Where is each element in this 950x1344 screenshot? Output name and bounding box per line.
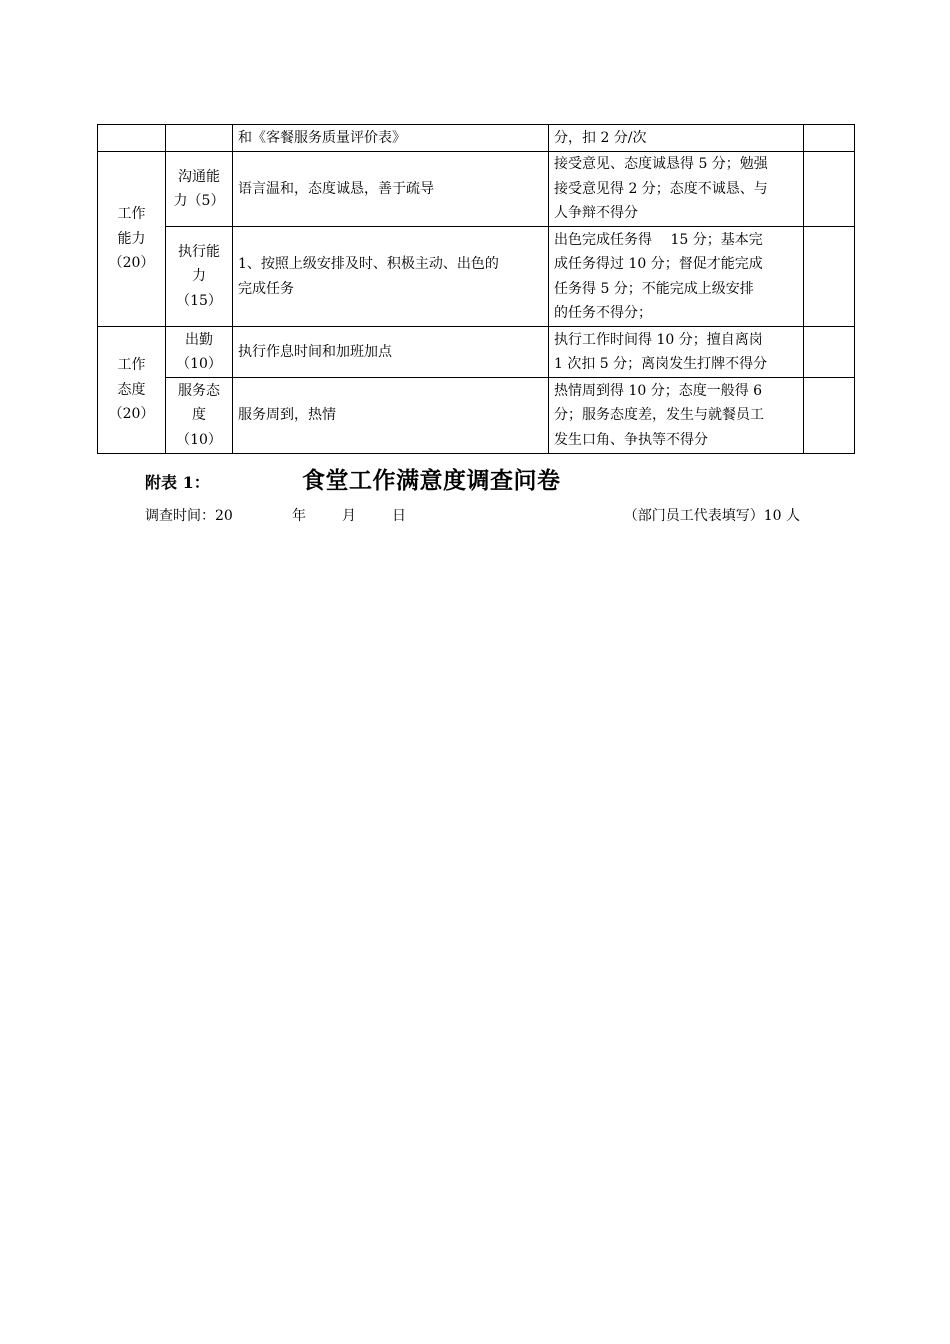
scoring-cell: 出色完成任务得 15 分；基本完 成任务得过 10 分；督促才能完成 任务得 5 分；不能完成上级安排 的任务不得分； xyxy=(549,227,804,327)
survey-date-year: 年 xyxy=(292,508,306,524)
evaluation-table xyxy=(97,124,855,454)
scoring-cell: 热情周到得 10 分；态度一般得 6 分；服务态度差，发生与就餐员工 发生口角、争执等不得分 xyxy=(549,378,804,454)
item-cell: 沟通能 力（5） xyxy=(166,152,233,227)
item-cell xyxy=(166,125,233,152)
item-cell: 执行能 力 （15） xyxy=(166,227,233,327)
table-row xyxy=(98,327,855,378)
survey-title: 食堂工作满意度调查问卷 xyxy=(302,467,561,494)
standard-cell: 执行作息时间和加班加点 xyxy=(233,327,549,378)
scoring-cell: 接受意见、态度诚恳得 5 分；勉强 接受意见得 2 分；态度不诚恳、与 人争辩不得分 xyxy=(549,152,804,227)
item-cell: 出勤 （10） xyxy=(166,327,233,378)
survey-respondents: （部门员工代表填写）10 人 xyxy=(623,508,800,524)
survey-date-prefix: 调查时间：20 xyxy=(145,508,233,524)
table-row xyxy=(98,152,855,227)
table-row xyxy=(98,227,855,327)
survey-date-month: 月 xyxy=(342,508,356,524)
category-cell: 工作 能力 （20） xyxy=(98,152,166,327)
standard-cell: 和《客餐服务质量评价表》 xyxy=(233,125,549,152)
appendix-label: 附表 1： xyxy=(145,473,210,492)
survey-meta xyxy=(0,505,950,527)
score-cell xyxy=(804,125,855,152)
scoring-cell: 执行工作时间得 10 分；擅自离岗 1 次扣 5 分；离岗发生打牌不得分 xyxy=(549,327,804,378)
appendix-header xyxy=(0,462,950,496)
table-row xyxy=(98,378,855,454)
standard-cell: 1、按照上级安排及时、积极主动、出色的 完成任务 xyxy=(233,227,549,327)
category-cell xyxy=(98,125,166,152)
standard-cell: 语言温和，态度诚恳，善于疏导 xyxy=(233,152,549,227)
score-cell xyxy=(804,152,855,227)
item-cell: 服务态 度 （10） xyxy=(166,378,233,454)
scoring-cell: 分，扣 2 分/次 xyxy=(549,125,804,152)
survey-date xyxy=(145,505,406,525)
table-row xyxy=(98,125,855,152)
standard-cell: 服务周到，热情 xyxy=(233,378,549,454)
survey-date-day: 日 xyxy=(392,508,406,524)
score-cell xyxy=(804,227,855,327)
score-cell xyxy=(804,327,855,378)
score-cell xyxy=(804,378,855,454)
category-cell: 工作 态度 （20） xyxy=(98,327,166,454)
